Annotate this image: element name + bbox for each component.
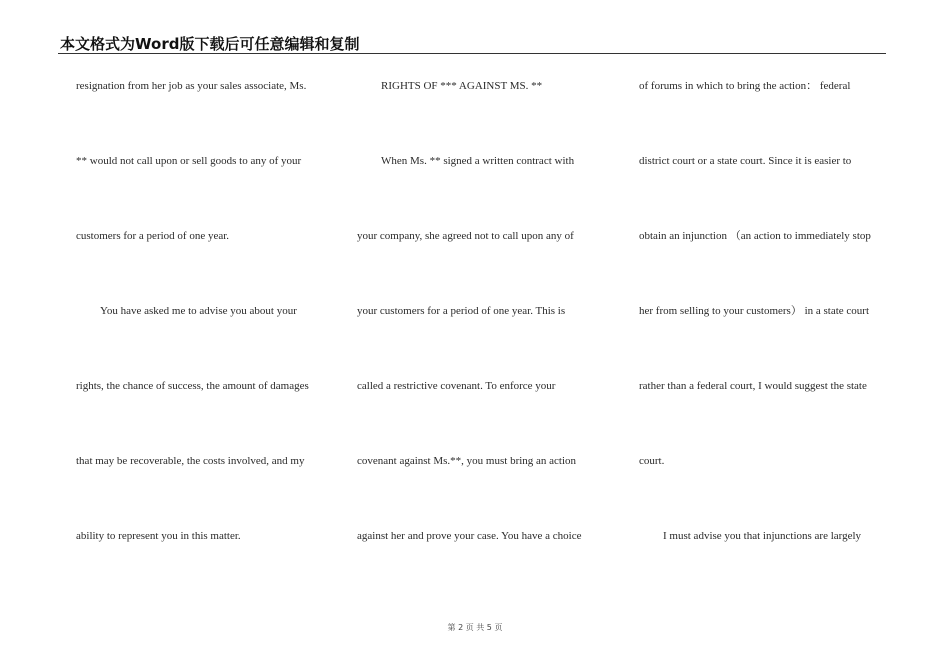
text-line: against her and prove your case. You have a choice [357,530,582,542]
header-divider [58,53,886,54]
text-line: court. [639,455,665,467]
text-line: customers for a period of one year. [76,230,230,242]
section-heading: RIGHTS OF *** AGAINST MS. ** [381,80,543,92]
text-line: ability to represent you in this matter. [76,530,241,542]
text-line: obtain an injunction （an action to immediately stop [639,230,871,242]
text-line: her from selling to your customers） in a state court [639,305,870,317]
text-line: resignation from her job as your sales associate, Ms. [76,80,307,92]
text-line: your customers for a period of one year. This is [357,305,566,317]
text-line: called a restrictive covenant. To enforce your [357,380,556,392]
page-number-footer: 第 2 页 共 5 页 [447,623,503,632]
text-line: rather than a federal court, I would suggest the state [639,380,867,392]
text-line: of forums in which to bring the action： federal [639,80,851,92]
document-header-title: 本文格式为Word版下载后可任意编辑和复制 [60,35,360,53]
text-line: covenant against Ms.**, you must bring an action [357,455,577,467]
text-line: rights, the chance of success, the amount of damages [76,380,309,392]
text-line: your company, she agreed not to call upon any of [357,230,574,242]
text-line: that may be recoverable, the costs involved, and my [76,455,305,467]
paragraph-start-line: When Ms. ** signed a written contract with [381,155,575,167]
text-line: district court or a state court. Since it is easier to [639,155,852,167]
paragraph-start-line: You have asked me to advise you about your [100,305,297,317]
text-line: ** would not call upon or sell goods to any of your [76,155,302,167]
paragraph-start-line: I must advise you that injunctions are largely [663,530,862,542]
